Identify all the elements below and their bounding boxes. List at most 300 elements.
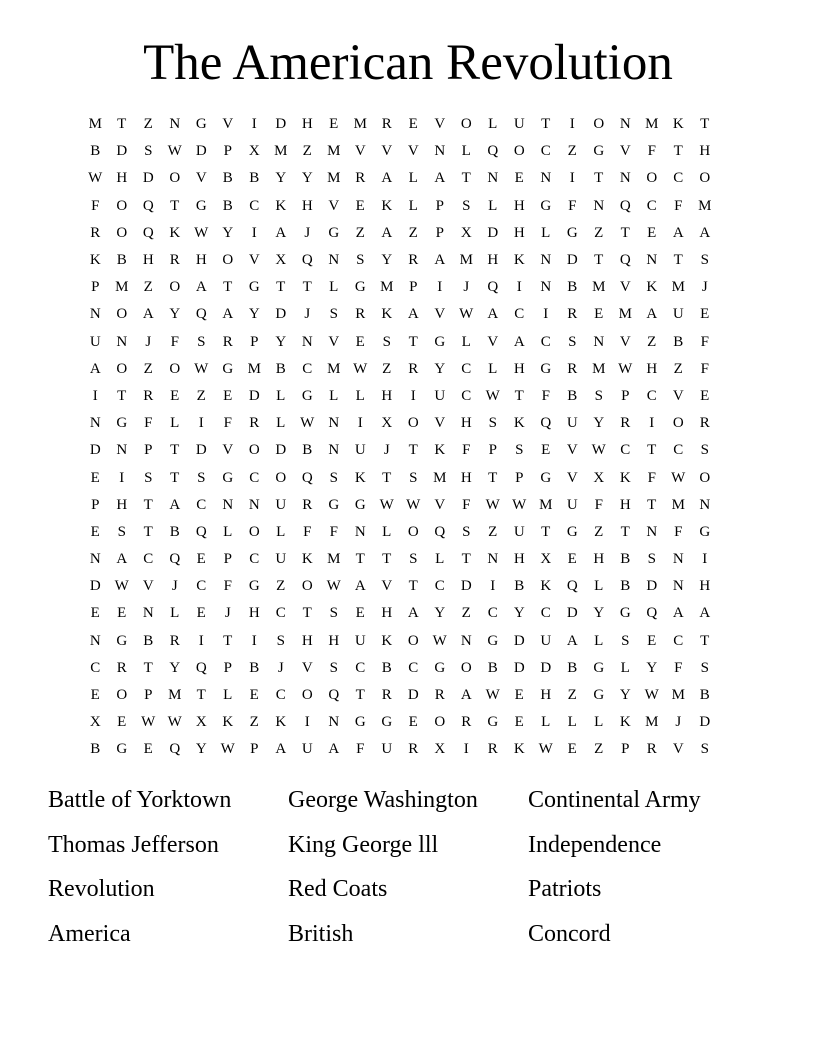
grid-letter: U [540,632,552,649]
grid-row [82,464,718,491]
grid-letter: E [514,687,524,704]
word-bank-item: British [288,920,354,947]
grid-letter: W [485,687,500,704]
grid-letter: G [540,469,552,486]
grid-letter: H [116,170,128,187]
grid-row [82,410,718,437]
grid-letter: Y [275,170,287,187]
grid-letter: B [487,659,498,676]
grid-letter: N [89,632,101,649]
grid-letter: F [647,469,656,486]
grid-row [82,247,718,274]
word-bank-item: Concord [528,920,611,947]
grid-letter: T [408,333,418,350]
grid-letter: J [145,333,152,350]
grid-letter: R [222,333,233,350]
grid-letter: W [512,496,527,513]
grid-letter: M [247,360,261,377]
grid-letter: E [567,551,577,568]
grid-letter: S [144,469,153,486]
grid-letter: Q [487,143,499,160]
grid-letter: W [300,415,315,432]
grid-letter: V [301,659,313,676]
grid-letter: E [355,605,365,622]
grid-letter: G [195,197,207,214]
grid-letter: Y [434,605,446,622]
grid-letter: N [672,578,684,595]
grid-letter: B [514,578,525,595]
grid-letter: D [646,578,658,595]
grid-letter: Z [647,333,657,350]
grid-letter: L [329,279,339,296]
grid-letter: N [142,605,154,622]
grid-letter: F [223,415,232,432]
grid-letter: N [646,523,658,540]
grid-letter: G [487,632,499,649]
grid-letter: R [355,306,366,323]
grid-letter: B [567,659,578,676]
grid-letter: R [90,224,101,241]
grid-letter: I [251,224,257,241]
grid-letter: N [222,496,234,513]
grid-letter: G [487,714,499,731]
grid-letter: X [540,551,552,568]
grid-letter: U [381,741,393,758]
grid-letter: Q [195,523,207,540]
grid-letter: A [646,306,658,323]
grid-letter: W [167,714,182,731]
grid-letter: D [195,442,207,459]
grid-letter: G [248,279,260,296]
grid-letter: N [593,333,605,350]
grid-letter: A [142,306,154,323]
grid-letter: Z [143,360,153,377]
grid-letter: B [169,523,180,540]
grid-letter: G [381,714,393,731]
grid-letter: A [275,741,287,758]
grid-letter: M [433,469,447,486]
grid-letter: W [194,360,209,377]
grid-letter: E [90,605,100,622]
grid-letter: T [461,170,471,187]
grid-letter: E [117,714,127,731]
grid-letter: A [460,687,472,704]
grid-letter: E [223,387,233,404]
grid-row [82,437,718,464]
grid-letter: G [195,116,207,133]
grid-letter: Y [169,306,181,323]
grid-letter: G [328,224,340,241]
grid-letter: H [142,252,154,269]
grid-letter: E [647,224,657,241]
grid-letter: V [619,333,631,350]
grid-row [82,628,718,655]
grid-letter: F [700,333,709,350]
grid-letter: M [274,143,288,160]
grid-letter: O [116,197,128,214]
grid-letter: H [593,551,605,568]
grid-letter: H [513,551,525,568]
grid-letter: A [381,224,393,241]
grid-letter: I [198,415,204,432]
grid-letter: E [355,197,365,214]
grid-letter: R [408,252,419,269]
grid-letter: S [329,306,338,323]
grid-letter: N [248,496,260,513]
grid-letter: P [250,741,259,758]
grid-letter: O [116,360,128,377]
grid-letter: K [513,252,525,269]
grid-letter: R [567,306,578,323]
grid-letter: E [249,687,259,704]
grid-letter: L [223,687,233,704]
grid-letter: G [434,659,446,676]
grid-letter: S [197,333,206,350]
word-bank-item: Thomas Jefferson [48,831,219,858]
grid-letter: J [224,605,231,622]
grid-letter: K [619,469,631,486]
grid-letter: F [541,387,550,404]
grid-letter: J [701,279,708,296]
grid-letter: P [223,143,232,160]
grid-letter: P [250,333,259,350]
grid-letter: V [619,279,631,296]
grid-letter: T [408,578,418,595]
grid-row [82,329,718,356]
grid-letter: O [434,714,446,731]
grid-letter: V [619,143,631,160]
grid-letter: T [355,551,365,568]
grid-letter: C [143,551,154,568]
grid-letter: N [434,143,446,160]
grid-letter: G [566,523,578,540]
grid-row [82,220,718,247]
grid-letter: T [594,170,604,187]
grid-letter: V [381,143,393,160]
grid-letter: B [222,170,233,187]
grid-letter: E [196,605,206,622]
grid-letter: N [540,170,552,187]
grid-letter: N [301,333,313,350]
grid-letter: M [459,252,473,269]
grid-letter: V [222,116,234,133]
grid-letter: Q [646,605,658,622]
grid-letter: Q [566,578,578,595]
grid-letter: V [407,143,419,160]
grid-letter: U [566,496,578,513]
grid-letter: I [357,415,363,432]
grid-letter: J [675,714,682,731]
grid-letter: O [116,306,128,323]
grid-letter: Z [594,523,604,540]
grid-letter: A [169,496,181,513]
grid-letter: R [249,415,260,432]
grid-letter: V [354,143,366,160]
grid-letter: T [700,116,710,133]
grid-letter: W [353,360,368,377]
grid-letter: E [700,306,710,323]
grid-letter: L [382,523,392,540]
grid-letter: A [195,279,207,296]
grid-letter: D [513,659,525,676]
grid-letter: H [619,496,631,513]
grid-letter: F [303,523,312,540]
grid-letter: I [92,387,98,404]
grid-letter: W [459,306,474,323]
grid-letter: D [487,224,499,241]
grid-letter: G [116,632,128,649]
grid-letter: P [223,659,232,676]
grid-letter: S [700,442,709,459]
grid-letter: Z [382,360,392,377]
grid-letter: M [618,306,632,323]
grid-letter: G [699,523,711,540]
grid-letter: I [304,714,310,731]
grid-letter: T [647,496,657,513]
grid-letter: X [593,469,605,486]
grid-letter: A [354,578,366,595]
grid-letter: A [513,333,525,350]
grid-letter: V [672,387,684,404]
grid-letter: B [275,360,286,377]
grid-letter: H [487,252,499,269]
grid-letter: K [381,197,393,214]
grid-letter: C [408,659,419,676]
grid-letter: G [116,415,128,432]
grid-letter: R [143,387,154,404]
grid-letter: Y [434,360,446,377]
grid-letter: B [620,578,631,595]
grid-letter: S [144,143,153,160]
grid-letter: Y [593,415,605,432]
grid-letter: Z [196,387,206,404]
grid-letter: T [355,687,365,704]
grid-letter: F [462,442,471,459]
grid-letter: O [301,578,313,595]
grid-letter: W [618,360,633,377]
grid-letter: L [276,415,286,432]
word-bank-item: King George lll [288,831,439,858]
grid-letter: F [674,523,683,540]
grid-letter: C [249,551,260,568]
grid-letter: F [568,197,577,214]
grid-letter: L [408,170,418,187]
grid-letter: L [170,415,180,432]
grid-letter: B [90,741,101,758]
grid-letter: E [647,632,657,649]
grid-letter: Q [142,197,154,214]
grid-letter: X [381,415,393,432]
grid-letter: A [699,224,711,241]
grid-letter: Y [275,333,287,350]
grid-letter: C [434,578,445,595]
grid-row [82,492,718,519]
grid-letter: N [89,306,101,323]
grid-letter: P [144,442,153,459]
grid-letter: M [115,279,129,296]
grid-letter: D [460,578,472,595]
grid-letter: H [116,496,128,513]
grid-letter: C [540,143,551,160]
grid-letter: G [540,197,552,214]
grid-letter: H [381,387,393,404]
grid-letter: L [594,578,604,595]
grid-letter: S [329,469,338,486]
grid-letter: R [169,632,180,649]
grid-letter: V [328,197,340,214]
grid-letter: R [434,687,445,704]
grid-letter: V [434,415,446,432]
grid-letter: S [647,551,656,568]
grid-letter: H [301,116,313,133]
grid-letter: O [699,170,711,187]
grid-letter: L [461,333,471,350]
grid-letter: C [196,496,207,513]
grid-letter: V [434,306,446,323]
grid-letter: P [488,442,497,459]
grid-letter: N [540,252,552,269]
grid-letter: Q [619,252,631,269]
grid-letter: J [304,224,311,241]
grid-letter: C [673,170,684,187]
grid-letter: L [541,714,551,731]
grid-letter: K [275,714,287,731]
grid-letter: S [462,197,471,214]
grid-letter: F [674,197,683,214]
grid-letter: Q [301,469,313,486]
grid-letter: W [194,224,209,241]
grid-letter: U [434,387,446,404]
grid-letter: K [381,632,393,649]
grid-letter: C [249,469,260,486]
grid-letter: T [302,605,312,622]
grid-letter: H [381,605,393,622]
grid-letter: C [461,360,472,377]
grid-letter: N [328,442,340,459]
grid-letter: D [566,605,578,622]
grid-letter: Z [302,143,312,160]
grid-letter: L [435,551,445,568]
grid-letter: S [117,523,126,540]
grid-letter: P [91,496,100,513]
grid-letter: E [90,687,100,704]
grid-letter: B [567,279,578,296]
grid-letter: V [195,170,207,187]
grid-letter: V [566,469,578,486]
grid-letter: K [354,469,366,486]
grid-letter: O [672,415,684,432]
grid-letter: Z [276,578,286,595]
grid-letter: H [699,143,711,160]
grid-letter: P [435,197,444,214]
grid-letter: T [461,551,471,568]
grid-letter: G [328,496,340,513]
grid-letter: M [327,551,341,568]
grid-letter: S [515,442,524,459]
grid-letter: P [144,687,153,704]
grid-letter: L [567,714,577,731]
grid-letter: Q [328,687,340,704]
grid-letter: T [196,687,206,704]
grid-letter: O [116,224,128,241]
grid-letter: X [248,143,260,160]
word-bank-row [48,867,768,912]
grid-letter: R [699,415,710,432]
grid-letter: Y [381,252,393,269]
word-bank-item: Independence [528,831,662,858]
grid-letter: X [275,252,287,269]
grid-letter: Y [195,741,207,758]
grid-letter: E [567,741,577,758]
grid-letter: G [434,333,446,350]
grid-letter: K [169,224,181,241]
grid-letter: B [567,387,578,404]
grid-letter: F [594,496,603,513]
grid-letter: C [355,659,366,676]
grid-letter: H [513,360,525,377]
grid-letter: T [541,523,551,540]
word-bank-item: Continental Army [528,787,701,814]
grid-letter: Q [434,523,446,540]
grid-letter: F [144,415,153,432]
grid-letter: T [647,442,657,459]
grid-letter: A [566,632,578,649]
grid-letter: T [117,116,127,133]
grid-letter: H [460,469,472,486]
grid-letter: X [460,224,472,241]
grid-letter: A [116,551,128,568]
grid-letter: H [195,252,207,269]
grid-letter: K [381,306,393,323]
grid-letter: A [434,170,446,187]
word-bank [48,778,768,956]
grid-letter: N [593,197,605,214]
grid-letter: O [646,170,658,187]
grid-letter: V [434,116,446,133]
word-bank-item: George Washington [288,787,478,814]
grid-letter: E [170,387,180,404]
grid-letter: O [699,469,711,486]
grid-letter: C [514,306,525,323]
grid-letter: N [487,170,499,187]
grid-letter: T [276,279,286,296]
grid-row [82,301,718,328]
grid-letter: Z [488,523,498,540]
word-bank-row [48,823,768,868]
grid-row [82,709,718,736]
grid-letter: V [672,741,684,758]
grid-letter: Z [567,687,577,704]
word-bank-row [48,912,768,957]
grid-letter: G [619,605,631,622]
grid-letter: I [569,170,575,187]
grid-letter: P [223,551,232,568]
grid-letter: P [621,387,630,404]
grid-letter: E [143,741,153,758]
grid-letter: P [435,224,444,241]
grid-letter: S [462,523,471,540]
grid-letter: C [249,197,260,214]
grid-letter: I [516,279,522,296]
grid-letter: Z [594,741,604,758]
grid-letter: J [304,306,311,323]
grid-letter: L [276,523,286,540]
grid-letter: P [91,279,100,296]
grid-letter: C [487,605,498,622]
grid-row [82,111,718,138]
grid-letter: T [143,496,153,513]
grid-letter: C [461,387,472,404]
